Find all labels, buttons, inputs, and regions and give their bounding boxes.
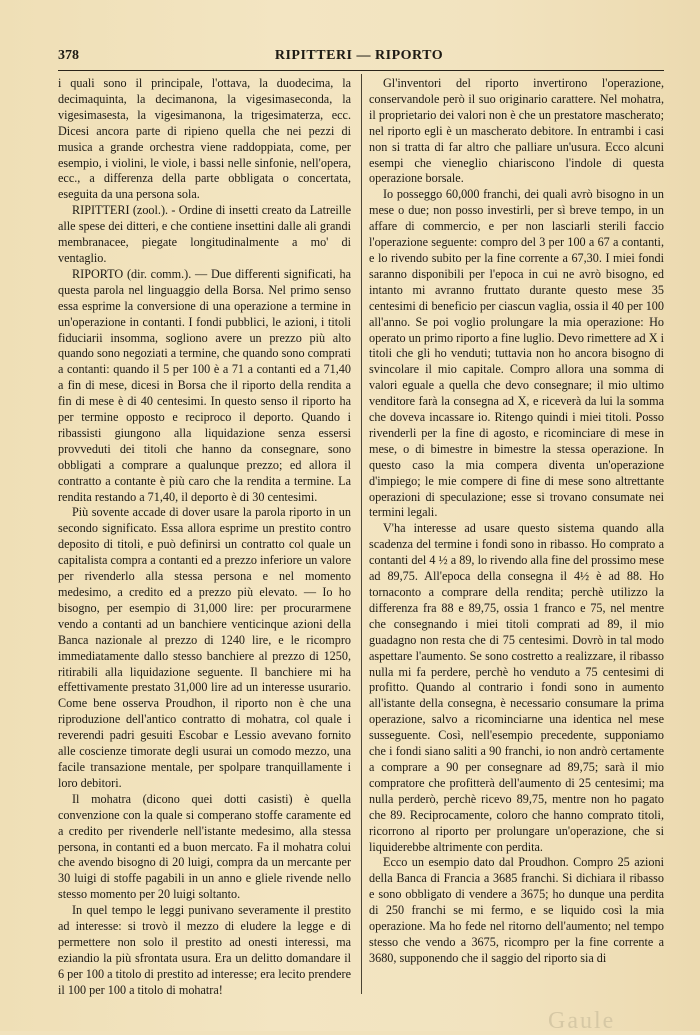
watermark: Gaule [548, 1008, 616, 1034]
paragraph-ribasso-sistema: V'ha interesse ad usare questo sistema quando alla scadenza del termine i fondi sono in ribasso. Ho comprato a contanti del 4 ½ a 89, lo rivendo alla fine del prossimo mese ad 89,75. All'epoca della consegna il 4½ è ad 88. Ho tornaconto a comprare della rendita; perchè utilizzo la differenza fra 88 e 89,75, ossia 1 franco e 75, nel mentre che consegnando i miei titoli comprati ad 89, il mio guadagno non resta che di 75 centesimi. Dovrò in tal modo aspettare l'aumento. Se sono costretto a realizzare, il ribasso nulla mi fa perdere, perchè ho venduto a 75 centesimi di profitto. Quando al contrario i fondi sono in aumento all'istante della consegna, è necessario consumare la prima operazione, salvo a ricominciarne una identica nel mese susseguente. Così, nell'esempio precedente, supponiamo che i fondi siano saliti a 90 franchi, io non andrò certamente a comprare a 90 per consegnare ad 89,75; sarà il mio compratore che profitterà dell'aumento di 25 centesimi; ma nulla perderò, perchè ricevo 89,75, mentre non ho pagato che 89. Reciprocamente, coloro che hanno comprato titoli, ricorrono al riporto per prolungare un'operazione, che si liquiderebbe altrimente con perdita. [369, 521, 664, 854]
left-column [58, 76, 351, 999]
paragraph-mohatra: Il mohatra (dicono quei dotti casisti) è quella convenzione con la quale si comperano stoffe caramente ed a credito per rivenderle nell'istante medesimo, alla stessa persona, in contanti ed a buon mercato. Fa il mohatra colui che avendo bisogno di 20 luigi, compra da un mercante per 30 luigi di stoffe pagabili in un anno e gliele rivende nello stesso momento per 20 luigi soltanto. [58, 791, 351, 902]
paragraph-ripitteri: RIPITTERI (zool.). - Ordine di insetti creato da Latreille alle spese dei ditteri, e che contiene insettini dalle ali grandi membranacee, piegate longitudinalmente a mo' di ventaglio. [58, 203, 351, 265]
paragraph-proudhon-esempio: Ecco un esempio dato dal Proudhon. Compro 25 azioni della Banca di Francia a 3685 franchi. Si dichiara il ribasso e sono obbligato di vendere a 3675; ho dunque una perdita di 250 franchi se mi fermo, e se liquido così la mia operazione. Ma ho fede nel ritorno dell'aumento; nel tempo stesso che vendo a 3675, ricompro per la fine corrente a 3680, supponendo che il saggio del riporto sia di [369, 855, 664, 965]
running-head: RIPITTERI — RIPORTO [274, 48, 444, 63]
paragraph-prestito-interesse: In quel tempo le leggi punivano severamente il prestito ad interesse: si trovò il mezzo di eludere la legge e di permettere non solo il prestito ad onesti interessi, ma eziandio la più sfrontata usura. Era un delitto domandare il 6 per 100 a titolo di prestito ad interesse; era lecito prendere il 100 per 100 a titolo di mohatra! [58, 903, 351, 997]
page-header [58, 48, 660, 66]
paragraph-riporto-definition: RIPORTO (dir. comm.). — Due differenti significati, ha questa parola nel linguaggio della Borsa. Nel primo senso essa esprime la conversione di una operazione a termine in un'operazione in contanti. I fondi pubblici, le azioni, i titoli fiduciarii insomma, sogliono avere un prezzo più alto quando sono negoziati a termine, che quando sono comprati a contanti: quando il 5 per 100 è a 71 a contanti ed a 71,40 a fin di mese, dicesi in Borsa che il riporto della rendita a fin di mese è di 40 centesimi. In questo senso il riporto ha per termine opposto e reciproco il deporto. Quando i ribassisti giungono alla liquidazione senza essersi provveduti dei titoli che hanno da consegnare, sono obbligati a comprare a qualunque prezzo; ed allora il contratto a contante è più caro che la rendita a termine. La rendita restando a 71,40, il deporto è di 30 centesimi. [58, 266, 351, 504]
paragraph-inventori: Gl'inventori del riporto invertirono l'operazione, conservandole però il suo originario carattere. Nel mohatra, il proprietario dei valori non è che un prestatore mascherato; nel riporto egli è un mascherato debitore. In entrambi i casi non si tratta di far altro che palliare un'usura. Ecco alcuni esempi che vieneglio chiariscono l'indole di questa operazione borsale. [369, 76, 664, 186]
header-rule [58, 70, 664, 71]
paragraph-60000-franchi: Io posseggo 60,000 franchi, dei quali avrò bisogno in un mese o due; non posso investirli, per sì breve tempo, in un affare di commercio, e per non lasciarli sterili faccio l'operazione seguente: compro del 3 per 100 a 67 a contanti, e lo rivendo subito per la fine corrente a 67,30. I miei fondi saranno disponibili per l'epoca in cui ne avrò bisogno, ed intanto mi avranno fruttato durante questo mese 35 centesimi di beneficio per ciascun vaglia, ossia il 40 per 100 all'anno. Se poi voglio prolungare la mia operazione: Ho operato un primo riporto a fine luglio. Devo rimettere ad X i titoli che gli ho venduti; tuttavia non ho ancora bisogno di svincolare il mio capitale. Compro allora una somma di valori eguale a quella che devo consegnare; il mio ultimo venditore farà la consegna ad X, e riceverà da lui la somma che doveva incassare io. Ritengo quindi i miei titoli. Posso rivenderli per la fine di agosto, e ricominciare di mese in mese, o di bimestre in bimestre la stessa operazione. In questo caso la mia compera diventa un'operazione d'impiego; le mie compere di fine di mese sono altrettante operazioni di speculazione; esse si trovano consumate nei termini legali. [369, 187, 664, 520]
right-column [369, 76, 664, 967]
paragraph-riporto-second-meaning: Più sovente accade di dover usare la parola riporto in un secondo significato. Essa allora esprime un prestito contro deposito di titoli, e può definirsi un contratto col quale un capitalista compra a contanti ed a prezzo inferiore un valore per rivenderlo alla stessa persona e nel momento medesimo, a credito ed a prezzo più elevato. — Io ho bisogno, per esempio di 31,000 lire: per procurarmene vendo a contanti ad un banchiere venticinque azioni della Banca nazionale al prezzo di 1240 lire, e le ricompro immediatamente dallo stesso banchiere al prezzo di 1250, ritirabili alla liquidazione seguente. Il banchiere mi ha effettivamente prestato 31,000 lire ad un interesse usurario. Come bene osserva Proudhon, il riporto non è che una riproduzione dell'antico contratto di mohatra, col quale i reverendi padri gesuiti Escobar e Lessio avevano fornito alle coscienze timorate degli usurai un comodo mezzo, una facile transazione mentale, per spolpare tranquillamente i loro debitori. [58, 505, 351, 790]
column-divider [361, 74, 362, 994]
page-number: 378 [58, 48, 79, 63]
paragraph-ripieno-continued: i quali sono il principale, l'ottava, la duodecima, la decimaquinta, la decimanona, la vigesimaseconda, la vigesimasesta, la vigesimanona, la trigesimaterza, ecc. Dicesi ancora parte di ripieno quella che nei pezzi di musica a grande orchestra viene raddoppiata, come, per esempio, i violini, le viole, i bassi nelle sinfonie, nell'opera, ecc., a differenza della parte obbligata o concertata, eseguita da una persona sola. [58, 76, 351, 202]
